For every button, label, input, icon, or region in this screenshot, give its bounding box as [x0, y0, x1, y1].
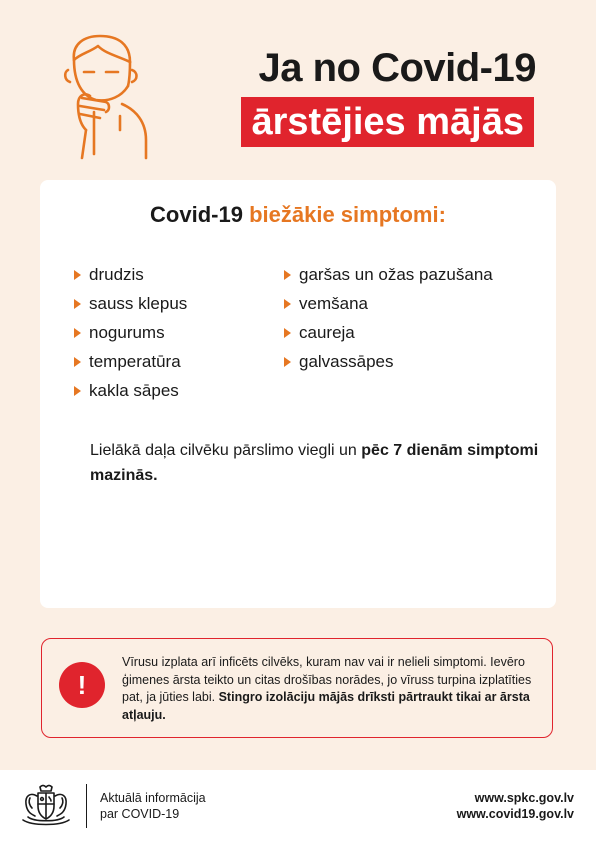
- triangle-bullet-icon: [284, 357, 291, 367]
- symptom-item: [74, 318, 187, 347]
- symptom-label: galvassāpes: [299, 352, 394, 371]
- warning-box: [41, 638, 553, 738]
- triangle-bullet-icon: [74, 357, 81, 367]
- triangle-bullet-icon: [284, 299, 291, 309]
- footer-divider: [86, 784, 87, 828]
- warning-text: [122, 654, 542, 724]
- recovery-note-plain: Lielākā daļa cilvēku pārslimo viegli un: [90, 442, 357, 459]
- symptom-item: [74, 289, 187, 318]
- recovery-note-bold: pēc 7 dienām simptomi mazinās.: [90, 442, 539, 484]
- symptom-item: [284, 260, 493, 289]
- symptom-list-left: [74, 260, 187, 405]
- warning-text-bold: Stingro izolāciju mājās drīksti pārtraukt tikai ar ārsta atļauju.: [122, 690, 530, 722]
- symptom-item: [284, 347, 493, 376]
- triangle-bullet-icon: [74, 386, 81, 396]
- symptom-label: garšas un ožas pazušana: [299, 265, 493, 284]
- symptom-label: nogurums: [89, 323, 165, 342]
- symptom-list-right: [284, 260, 493, 376]
- footer-info-line1: Aktuālā informācija: [100, 791, 206, 805]
- exclamation-icon: !: [59, 662, 105, 708]
- symptom-item: [284, 318, 493, 347]
- symptom-label: sauss klepus: [89, 294, 188, 313]
- recovery-note: [90, 438, 540, 488]
- coat-of-arms-icon: [20, 784, 72, 828]
- symptoms-heading-accent: biežākie simptomi:: [249, 202, 446, 227]
- symptom-item: [74, 376, 187, 405]
- warning-text-plain: Vīrusu izplata arī inficēts cilvēks, kuram nav vai ir nelieli simptomi. Ievēro ģimenes ārsta teikto un citas drošības norādes, jo vīruss turpina izplatīties pat, ja jūties labi.: [122, 655, 532, 704]
- triangle-bullet-icon: [74, 328, 81, 338]
- triangle-bullet-icon: [74, 270, 81, 280]
- footer-info: [100, 790, 206, 822]
- symptoms-heading: [40, 202, 556, 228]
- symptoms-heading-plain: Covid-19: [150, 202, 243, 227]
- poster-title-line1: Ja no Covid-19: [258, 46, 536, 90]
- triangle-bullet-icon: [284, 270, 291, 280]
- coughing-person-icon: [60, 30, 150, 160]
- footer-links: [457, 790, 574, 822]
- poster-footer: [0, 770, 596, 842]
- symptom-item: [74, 347, 187, 376]
- symptom-label: temperatūra: [89, 352, 181, 371]
- poster-header: [0, 0, 596, 170]
- spkc-link[interactable]: www.spkc.gov.lv: [474, 791, 574, 805]
- poster-title-line2: ārstējies mājās: [241, 97, 534, 147]
- covid19-link[interactable]: www.covid19.gov.lv: [456, 807, 574, 821]
- symptom-label: caureja: [299, 323, 355, 342]
- symptom-label: vemšana: [299, 294, 368, 313]
- symptom-label: drudzis: [89, 265, 144, 284]
- triangle-bullet-icon: [284, 328, 291, 338]
- symptom-item: [284, 289, 493, 318]
- triangle-bullet-icon: [74, 299, 81, 309]
- footer-info-line2: par COVID-19: [100, 807, 180, 821]
- symptom-label: kakla sāpes: [89, 381, 179, 400]
- symptoms-card: [40, 180, 556, 608]
- symptom-item: [74, 260, 187, 289]
